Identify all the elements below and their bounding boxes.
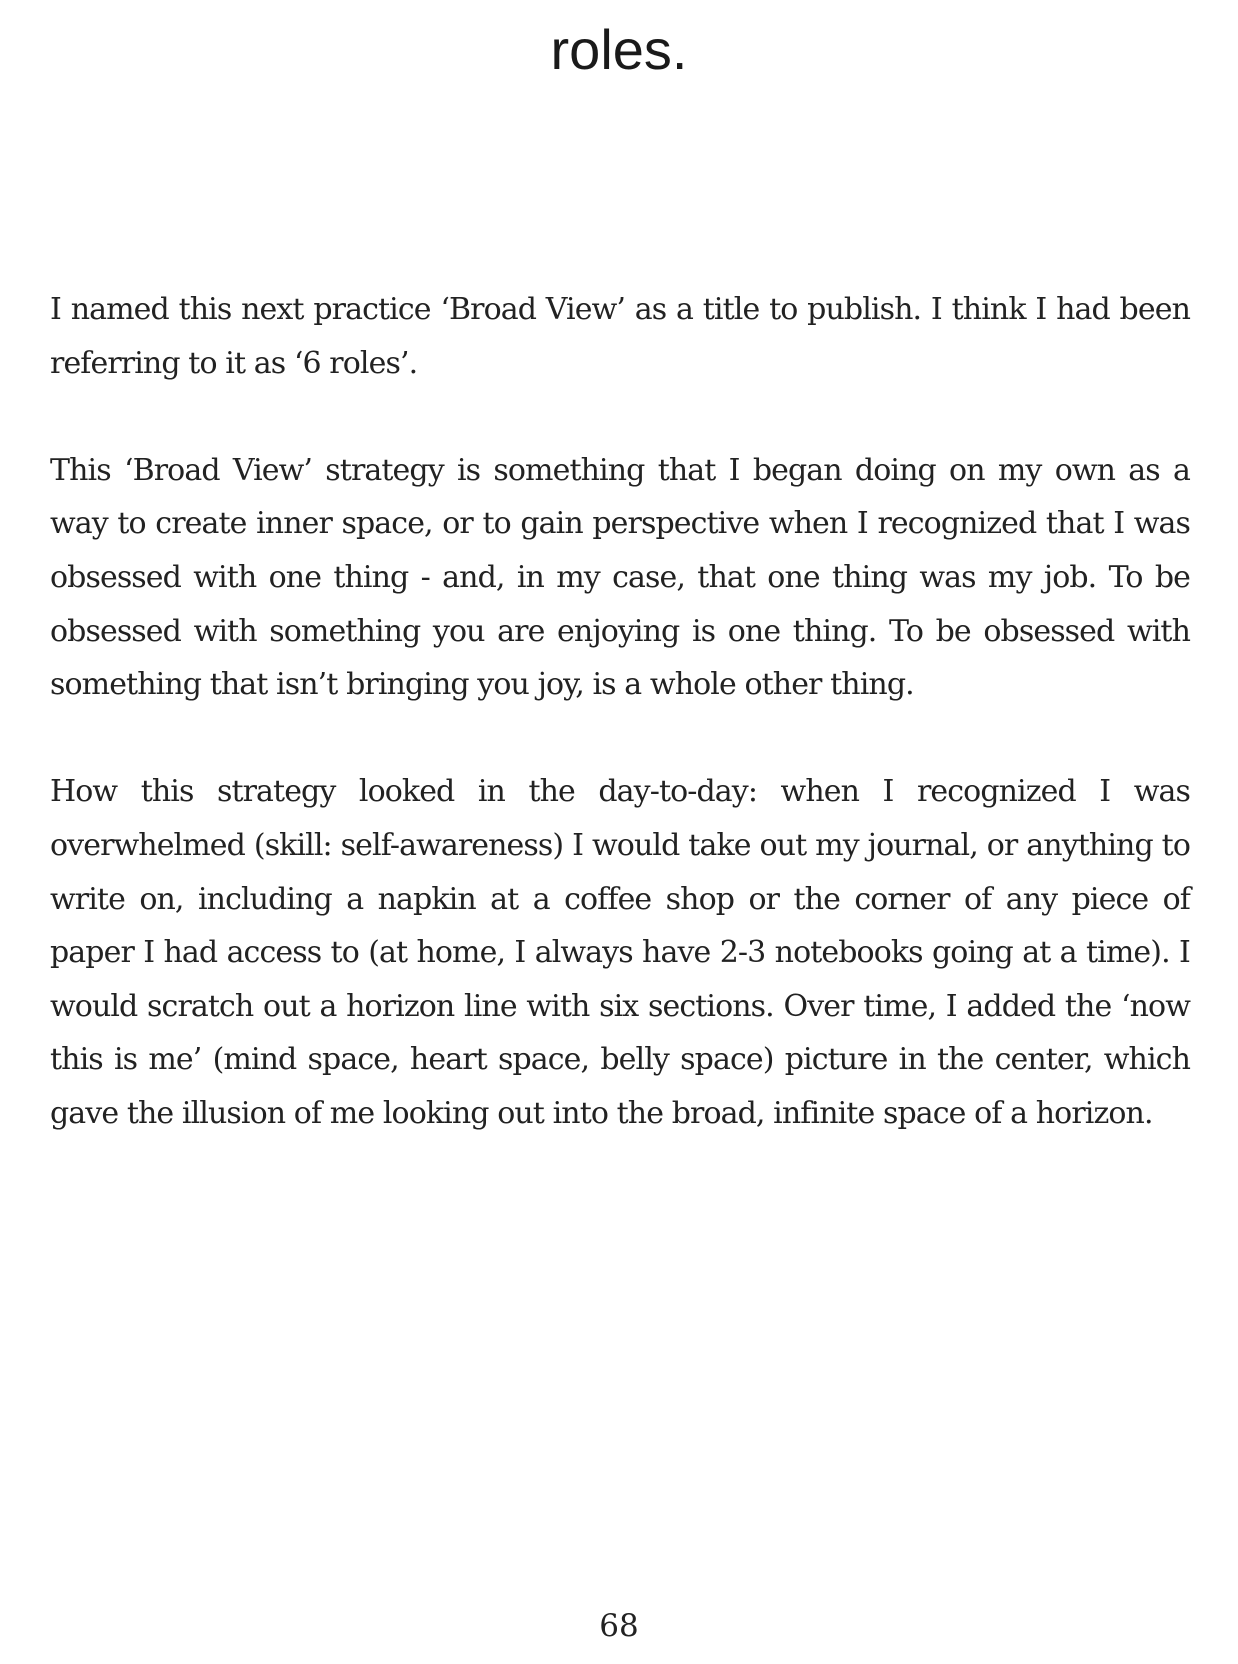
paragraph-day-to-day: How this strategy looked in the day-to-day: when I recognized I was overwhelmed (skill: self-awareness) I would take out my journal, or anything to write on, including a napkin at a coffee shop or the corner of any piece of paper I had access to (at home, I always have 2-3 notebooks going at a time). I would scratch out a horizon line with six sections. Over time, I added the ‘now this is me’ (mind space, heart space, belly space) picture in the center, which gave the illusion of me looking out into the broad, infinite space of a horizon. <box>50 774 1190 1131</box>
section-heading: roles. <box>550 18 688 81</box>
paragraph-broad-view-name: I named this next practice ‘Broad View’ as a title to publish. I think I had been referring to it as ‘6 roles’. <box>50 292 1190 381</box>
body-text <box>50 283 1190 1194</box>
page-number: 68 <box>599 1608 639 1644</box>
paragraph-strategy-origin: This ‘Broad View’ strategy is something that I began doing on my own as a way to create inner space, or to gain perspective when I recognized that I was obsessed with one thing - and, in my case, that one thing was my job. To be obsessed with something you are enjoying is one thing. To be obsessed with something that isn’t bringing you joy, is a whole other thing. <box>50 452 1190 703</box>
